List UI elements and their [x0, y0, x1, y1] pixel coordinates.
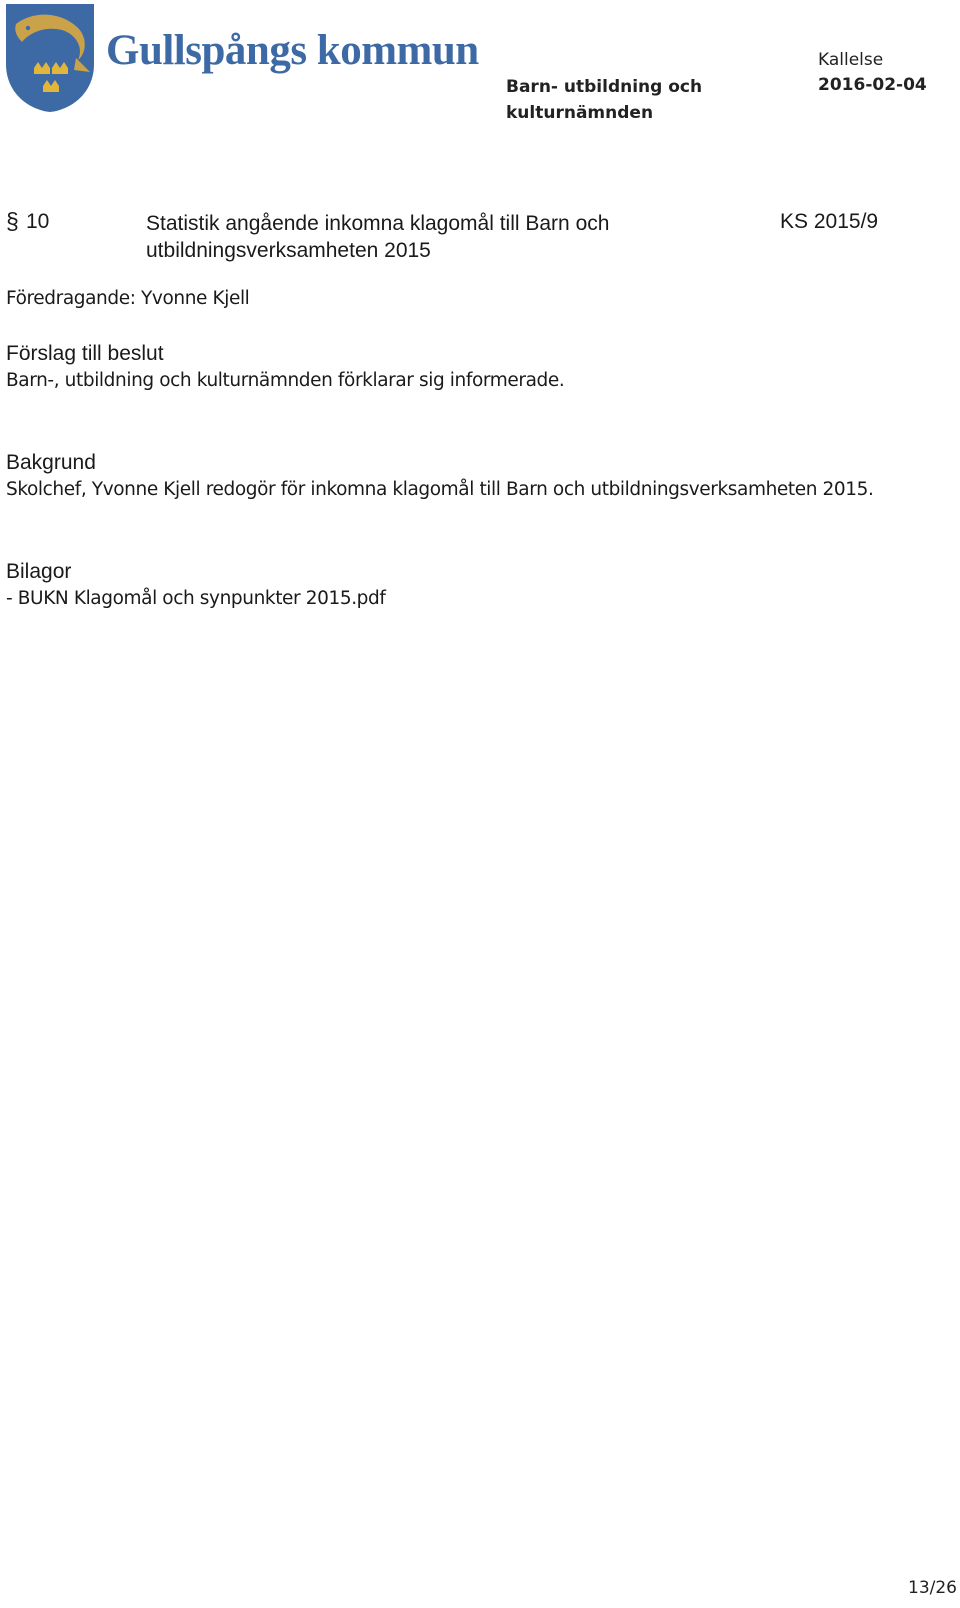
document-date: 2016-02-04 — [818, 75, 927, 95]
committee-name: Barn- utbildning och kulturnämnden — [506, 77, 703, 123]
background-heading: Bakgrund — [6, 451, 96, 474]
section-symbol: § — [6, 208, 19, 234]
item-title: Statistik angående inkomna klagomål till Barn och utbildningsverksamheten 2015 — [146, 212, 610, 262]
background-text: Skolchef, Yvonne Kjell redogör för inkomna klagomål till Barn och utbildningsverksamheten 2015. — [6, 479, 874, 500]
document-type: Kallelse — [818, 50, 884, 70]
municipality-wordmark: Gullspångs kommun — [106, 27, 479, 74]
proposal-heading: Förslag till beslut — [6, 342, 164, 365]
item-number: 10 — [26, 210, 50, 233]
attachment-item-link[interactable]: - BUKN Klagomål och synpunkter 2015.pdf — [6, 588, 386, 609]
proposal-text: Barn-, utbildning och kulturnämnden förklarar sig informerade. — [6, 370, 565, 391]
presenter-line: Föredragande: Yvonne Kjell — [6, 288, 250, 309]
case-reference: KS 2015/9 — [780, 210, 879, 233]
municipality-coat-of-arms-logo — [4, 2, 96, 114]
page-number: 13/26 — [908, 1578, 957, 1598]
attachments-heading: Bilagor — [6, 560, 72, 583]
